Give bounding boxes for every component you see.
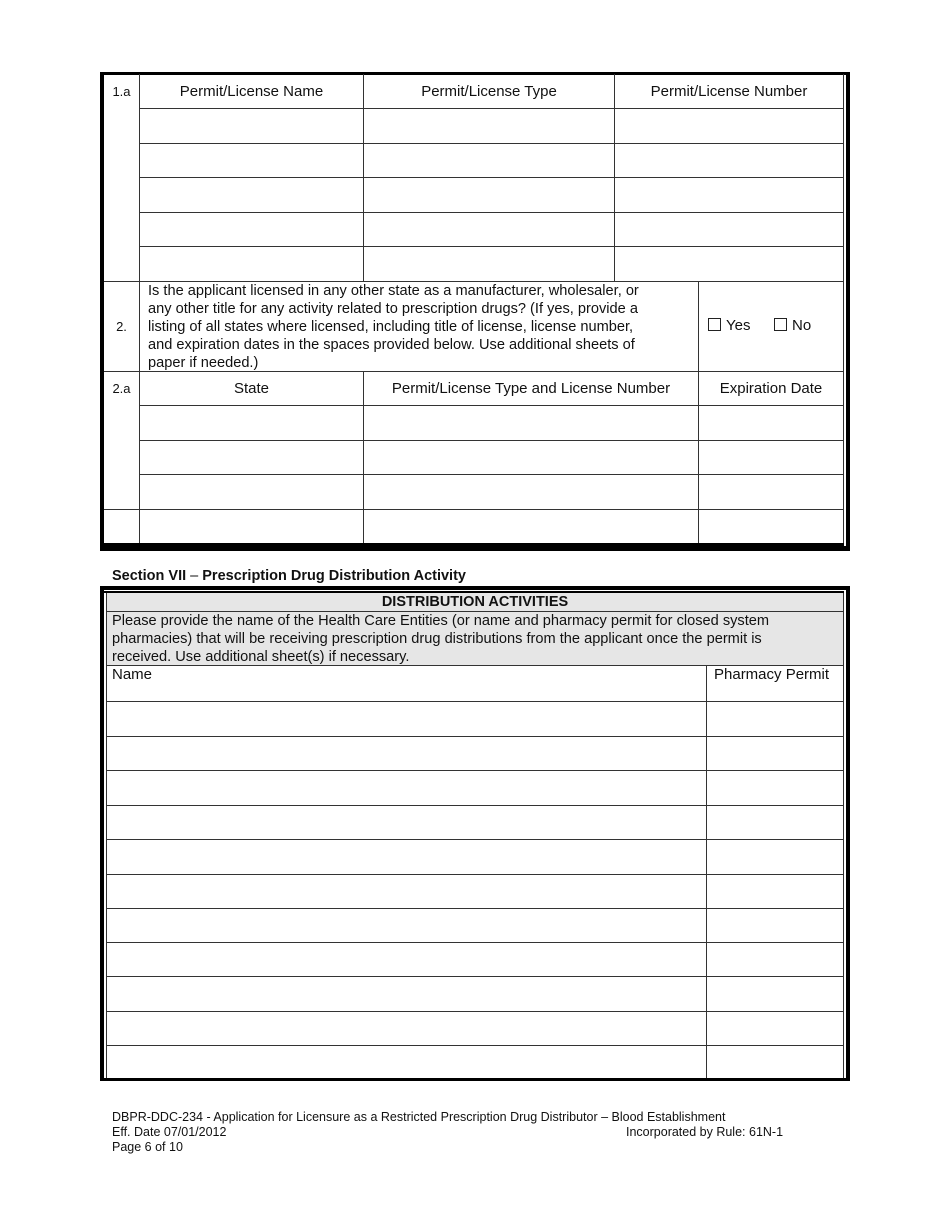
no-checkbox[interactable] bbox=[774, 318, 787, 331]
name-input-cell[interactable] bbox=[107, 1046, 706, 1078]
name-input-cell[interactable] bbox=[107, 737, 706, 770]
permit-input-cell[interactable] bbox=[707, 977, 843, 1011]
input-cell[interactable] bbox=[364, 213, 614, 246]
name-input-cell[interactable] bbox=[107, 702, 706, 736]
form-id-line: DBPR-DDC-234 - Application for Licensure as a Restricted Prescription Drug Distributor – Blood Establishment bbox=[112, 1110, 726, 1124]
no-option[interactable] bbox=[774, 317, 811, 334]
permit-input-cell[interactable] bbox=[707, 909, 843, 942]
input-cell[interactable] bbox=[699, 441, 843, 474]
name-input-cell[interactable] bbox=[107, 840, 706, 874]
row-number-2: 2. bbox=[116, 319, 127, 334]
header-pharmacy-permit: Pharmacy Permit bbox=[714, 666, 830, 683]
input-cell[interactable] bbox=[140, 178, 363, 212]
permit-input-cell[interactable] bbox=[707, 1046, 843, 1078]
grid-line bbox=[843, 593, 844, 1078]
name-input-cell[interactable] bbox=[107, 806, 706, 839]
grid-line bbox=[104, 543, 844, 546]
title-dash: – bbox=[186, 568, 203, 584]
name-input-cell[interactable] bbox=[107, 909, 706, 942]
instruction-line: Please provide the name of the Health Care Entities (or name and pharmacy permit for closed system bbox=[112, 613, 770, 629]
input-cell[interactable] bbox=[140, 109, 363, 143]
yes-checkbox[interactable] bbox=[708, 318, 721, 331]
input-cell[interactable] bbox=[364, 109, 614, 143]
permit-input-cell[interactable] bbox=[707, 875, 843, 908]
permit-input-cell[interactable] bbox=[707, 806, 843, 839]
question-line: and expiration dates in the spaces provided below. Use additional sheets of bbox=[148, 337, 635, 353]
yes-label: Yes bbox=[726, 317, 751, 334]
header-permit-type-and-number: Permit/License Type and License Number bbox=[391, 380, 671, 397]
input-cell[interactable] bbox=[615, 213, 843, 246]
question-line: listing of all states where licensed, including title of license, license number, bbox=[148, 319, 634, 335]
input-cell[interactable] bbox=[364, 406, 698, 440]
effective-date: Eff. Date 07/01/2012 bbox=[112, 1125, 227, 1139]
input-cell[interactable] bbox=[364, 247, 614, 281]
instruction-line: received. Use additional sheet(s) if necessary. bbox=[112, 649, 410, 665]
input-cell[interactable] bbox=[140, 510, 363, 543]
input-cell[interactable] bbox=[615, 109, 843, 143]
row-number-2a: 2.a bbox=[112, 381, 131, 396]
distribution-instructions bbox=[112, 612, 842, 666]
header-name: Name bbox=[112, 666, 153, 683]
header-expiration-date: Expiration Date bbox=[719, 380, 823, 397]
name-input-cell[interactable] bbox=[107, 875, 706, 908]
page-number: Page 6 of 10 bbox=[112, 1140, 183, 1154]
input-cell[interactable] bbox=[615, 178, 843, 212]
header-state: State bbox=[233, 380, 270, 397]
name-input-cell[interactable] bbox=[107, 771, 706, 805]
permit-input-cell[interactable] bbox=[707, 771, 843, 805]
input-cell[interactable] bbox=[140, 213, 363, 246]
grid-line bbox=[843, 74, 844, 546]
input-cell[interactable] bbox=[140, 144, 363, 177]
input-cell[interactable] bbox=[364, 178, 614, 212]
permit-input-cell[interactable] bbox=[707, 702, 843, 736]
section-name: Prescription Drug Distribution Activity bbox=[202, 568, 466, 584]
section-vii-title bbox=[112, 568, 466, 584]
question-line: paper if needed.) bbox=[148, 355, 259, 371]
incorporated-by-rule: Incorporated by Rule: 61N-1 bbox=[626, 1125, 784, 1139]
input-cell[interactable] bbox=[615, 144, 843, 177]
question-line: Is the applicant licensed in any other state as a manufacturer, wholesaler, or bbox=[148, 283, 639, 299]
name-input-cell[interactable] bbox=[107, 943, 706, 976]
no-label: No bbox=[792, 317, 812, 334]
input-cell[interactable] bbox=[140, 247, 363, 281]
input-cell[interactable] bbox=[699, 406, 843, 440]
name-input-cell[interactable] bbox=[107, 1012, 706, 1045]
input-cell[interactable] bbox=[364, 475, 698, 509]
input-cell[interactable] bbox=[140, 475, 363, 509]
header-permit-license-name: Permit/License Name bbox=[179, 82, 324, 100]
header-permit-license-type: Permit/License Type bbox=[421, 82, 557, 100]
instruction-line: pharmacies) that will be receiving prescription drug distributions from the applicant once the permit is bbox=[112, 631, 762, 647]
distribution-activities-heading: DISTRIBUTION ACTIVITIES bbox=[381, 594, 569, 610]
input-cell[interactable] bbox=[140, 406, 363, 440]
question-other-state-license bbox=[148, 282, 693, 372]
input-cell[interactable] bbox=[140, 441, 363, 474]
yes-option[interactable] bbox=[708, 317, 750, 334]
input-cell[interactable] bbox=[615, 247, 843, 281]
permit-input-cell[interactable] bbox=[707, 737, 843, 770]
input-cell[interactable] bbox=[364, 510, 698, 543]
input-cell[interactable] bbox=[364, 144, 614, 177]
input-cell[interactable] bbox=[699, 510, 843, 543]
input-cell[interactable] bbox=[364, 441, 698, 474]
permit-input-cell[interactable] bbox=[707, 840, 843, 874]
section-number: Section VII bbox=[112, 568, 187, 584]
input-cell[interactable] bbox=[699, 475, 843, 509]
permit-input-cell[interactable] bbox=[707, 943, 843, 976]
permit-input-cell[interactable] bbox=[707, 1012, 843, 1045]
row-number-1a: 1.a bbox=[112, 83, 131, 99]
header-permit-license-number: Permit/License Number bbox=[650, 82, 808, 100]
name-input-cell[interactable] bbox=[107, 977, 706, 1011]
question-line: any other title for any activity related to prescription drugs? (If yes, provide a bbox=[148, 301, 638, 317]
